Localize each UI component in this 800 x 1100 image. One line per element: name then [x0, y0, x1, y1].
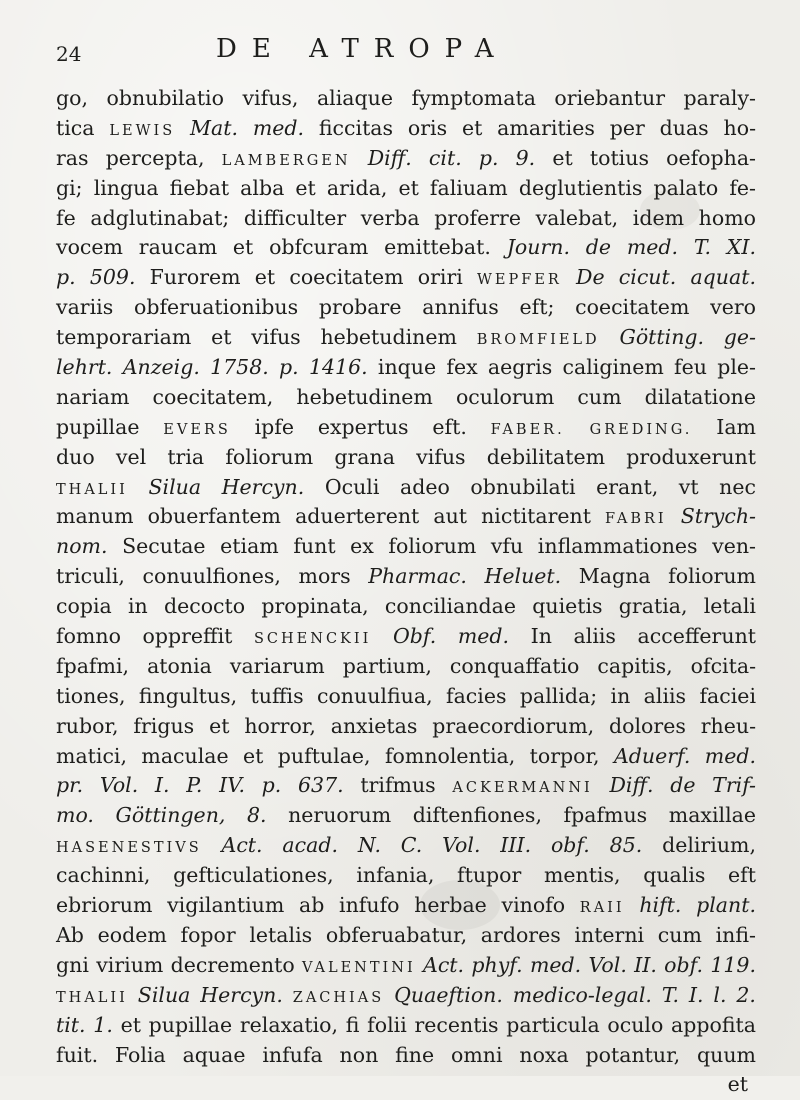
- text-run: nariam coecitatem, hebetudinem oculorum cum dilatatione: [56, 384, 756, 409]
- text-run: ipfe expertus eft.: [230, 414, 491, 439]
- text-line: [56, 263, 756, 293]
- text-line: [56, 293, 756, 323]
- author-name: ZACHIAS: [292, 989, 385, 1006]
- text-run: gi; lingua fiebat alba et arida, et faliuam deglutientis palato fe-: [56, 175, 756, 200]
- text-run: et totius oefopha-: [535, 145, 756, 170]
- text-run: [128, 475, 149, 499]
- text-run: neruorum diftenfiones, fpafmus maxillae: [266, 803, 756, 828]
- citation-italic: Obf. med.: [392, 624, 510, 649]
- author-name: HASENESTIVS: [56, 840, 202, 857]
- text-line: [56, 532, 756, 562]
- text-line: [56, 562, 756, 592]
- text-run: [175, 116, 190, 140]
- text-run: et pupillae relaxatio, fi folii recentis particula oculo appofita: [112, 1012, 756, 1037]
- author-name: VALENTINI: [302, 959, 416, 976]
- author-name: FABER. GREDING.: [490, 421, 693, 438]
- text-run: go, obnubilatio vifus, aliaque fymptomata oriebantur paraly-: [56, 86, 756, 110]
- text-run: copia in decocto propinata, conciliandae quietis gratia, letali: [56, 594, 756, 619]
- text-line: [56, 413, 756, 443]
- author-name: EVERS: [163, 421, 231, 438]
- text-run: [351, 146, 368, 170]
- citation-italic: Silua Hercyn.: [148, 474, 305, 499]
- text-run: duo vel tria foliorum grana vifus debilitatem produxerunt: [56, 444, 756, 469]
- text-line: [56, 981, 756, 1011]
- text-line: [56, 353, 756, 383]
- body-text: [56, 84, 756, 1100]
- text-line: [56, 592, 756, 622]
- text-line: [56, 383, 756, 413]
- text-run: Secutae etiam funt ex foliorum vfu inflammationes ven-: [107, 534, 756, 559]
- text-line: [56, 443, 756, 473]
- author-name: FABRI: [605, 511, 667, 528]
- citation-italic: pr. Vol. I. P. IV. p. 637.: [56, 773, 344, 798]
- citation-italic: Quaeftion. medico-legal. T. I. l. 2.: [394, 982, 756, 1007]
- text-run: vocem raucam et obfcuram emittebat.: [56, 235, 507, 260]
- text-line: [56, 114, 756, 144]
- text-run: Magna foliorum: [561, 564, 756, 589]
- text-run: [562, 265, 576, 289]
- text-line: [56, 1041, 756, 1071]
- text-run: [600, 325, 620, 349]
- text-run: fpafmi, atonia variarum partium, conquaffatio capitis, ofcita-: [56, 653, 756, 678]
- author-name: SCHENCKII: [254, 631, 372, 648]
- text-run: tiones, fingultus, tuffis conuulfiua, facies pallida; in aliis faciei: [56, 683, 756, 708]
- text-run: trifmus: [343, 773, 453, 798]
- text-run: [128, 983, 138, 1007]
- text-line: [56, 622, 756, 652]
- citation-italic: Silua Hercyn.: [137, 982, 283, 1007]
- citation-italic: Diff. cit. p. 9.: [367, 145, 536, 170]
- text-line: [56, 652, 756, 682]
- text-run: fuit. Folia aquae infufa non fine omni noxa potantur, quum: [56, 1042, 756, 1067]
- text-run: Iam: [692, 414, 756, 439]
- text-run: Furorem et coecitatem oriri: [135, 265, 478, 290]
- citation-italic: lehrt. Anzeig. 1758. p. 1416.: [56, 355, 368, 380]
- page-number: 24: [56, 42, 82, 66]
- text-run: inque fex aegris caliginem feu ple-: [367, 355, 756, 380]
- text-line: [56, 502, 756, 532]
- text-line: [56, 831, 756, 861]
- text-run: ebriorum vigilantium ab infufo herbae vinofo: [56, 893, 580, 918]
- text-run: [202, 833, 222, 857]
- citation-italic: tit. 1.: [56, 1012, 113, 1037]
- citation-italic: Strych-: [680, 504, 756, 529]
- citation-italic: nom.: [56, 534, 108, 559]
- text-run: delirium,: [642, 833, 756, 858]
- text-run: pupillae: [56, 414, 164, 439]
- author-name: LEWIS: [109, 122, 176, 139]
- text-run: ficcitas oris et amarities per duas ho-: [304, 115, 757, 140]
- text-line: [56, 174, 756, 204]
- text-run: tica: [56, 115, 110, 140]
- text-run: [283, 983, 293, 1007]
- citation-italic: Aduerf. med.: [613, 743, 756, 768]
- text-run: variis obferuationibus probare annifus eft; coecitatem vero: [56, 295, 756, 320]
- author-name: WEPFER: [477, 272, 562, 289]
- text-run: fomno oppreffit: [56, 624, 254, 649]
- page-header: [0, 34, 800, 74]
- text-line: [56, 801, 756, 831]
- text-run: ras percepta,: [56, 145, 222, 170]
- citation-italic: mo. Göttingen, 8.: [56, 803, 267, 828]
- text-run: Oculi adeo obnubilati erant, vt nec: [304, 474, 756, 499]
- text-line: [56, 323, 756, 353]
- citation-italic: Act. phyf. med. Vol. II. obf. 119.: [423, 952, 756, 977]
- author-name: BROMFIELD: [476, 332, 600, 349]
- text-line: [56, 891, 756, 921]
- text-run: manum obuerfantem aduerterent aut nictitarent: [56, 504, 606, 529]
- citation-italic: hift. plant.: [639, 893, 756, 918]
- text-run: [593, 773, 610, 797]
- text-line: [56, 144, 756, 174]
- text-line: [56, 771, 756, 801]
- text-line: [56, 861, 756, 891]
- citation-italic: De cicut. aquat.: [576, 265, 756, 290]
- text-run: cachinni, gefticulationes, infania, ftupor mentis, qualis eft: [56, 863, 756, 888]
- author-name: ACKERMANNI: [452, 780, 593, 797]
- catchword: et: [727, 1072, 748, 1097]
- author-name: RAII: [579, 900, 625, 917]
- text-line: [56, 84, 756, 114]
- text-run: Ab eodem fopor letalis obferuabatur, ardores interni cum infi-: [56, 922, 756, 947]
- text-line: [56, 1011, 756, 1041]
- citation-italic: Götting. ge-: [619, 325, 756, 350]
- text-line: [56, 921, 756, 951]
- text-run: [625, 893, 640, 917]
- text-run: matici, maculae et puftulae, fomnolentia, torpor,: [56, 743, 614, 768]
- text-run: [667, 504, 681, 528]
- text-run: [416, 953, 423, 977]
- citation-italic: Journ. de med. T. XI.: [506, 235, 756, 260]
- text-run: In aliis accefferunt: [509, 624, 757, 649]
- text-line: [56, 682, 756, 712]
- text-run: temporariam et vifus hebetudinem: [56, 325, 477, 350]
- author-name: LAMBERGEN: [221, 152, 351, 169]
- running-title: DE ATROPA: [216, 34, 509, 64]
- author-name: THALII: [56, 481, 128, 498]
- text-run: fe adglutinabat; difficulter verba proferre valebat, idem homo: [56, 205, 756, 230]
- text-run: [384, 983, 394, 1007]
- text-run: rubor, frigus et horror, anxietas praecordiorum, dolores rheu-: [56, 713, 756, 738]
- text-line: [56, 204, 756, 234]
- text-line: [56, 742, 756, 772]
- text-line: [56, 951, 756, 981]
- text-line: [56, 473, 756, 503]
- citation-italic: Pharmac. Heluet.: [368, 564, 562, 589]
- text-run: [371, 624, 393, 648]
- citation-italic: Diff. de Trif-: [609, 773, 756, 798]
- text-line: [56, 233, 756, 263]
- text-run: triculi, conuulfiones, mors: [56, 564, 369, 589]
- citation-italic: p. 509.: [56, 265, 136, 290]
- citation-italic: Mat. med.: [190, 115, 305, 140]
- citation-italic: Act. acad. N. C. Vol. III. obf. 85.: [221, 833, 643, 858]
- author-name: THALII: [56, 989, 128, 1006]
- text-run: gni virium decremento: [56, 952, 302, 977]
- text-line: [56, 712, 756, 742]
